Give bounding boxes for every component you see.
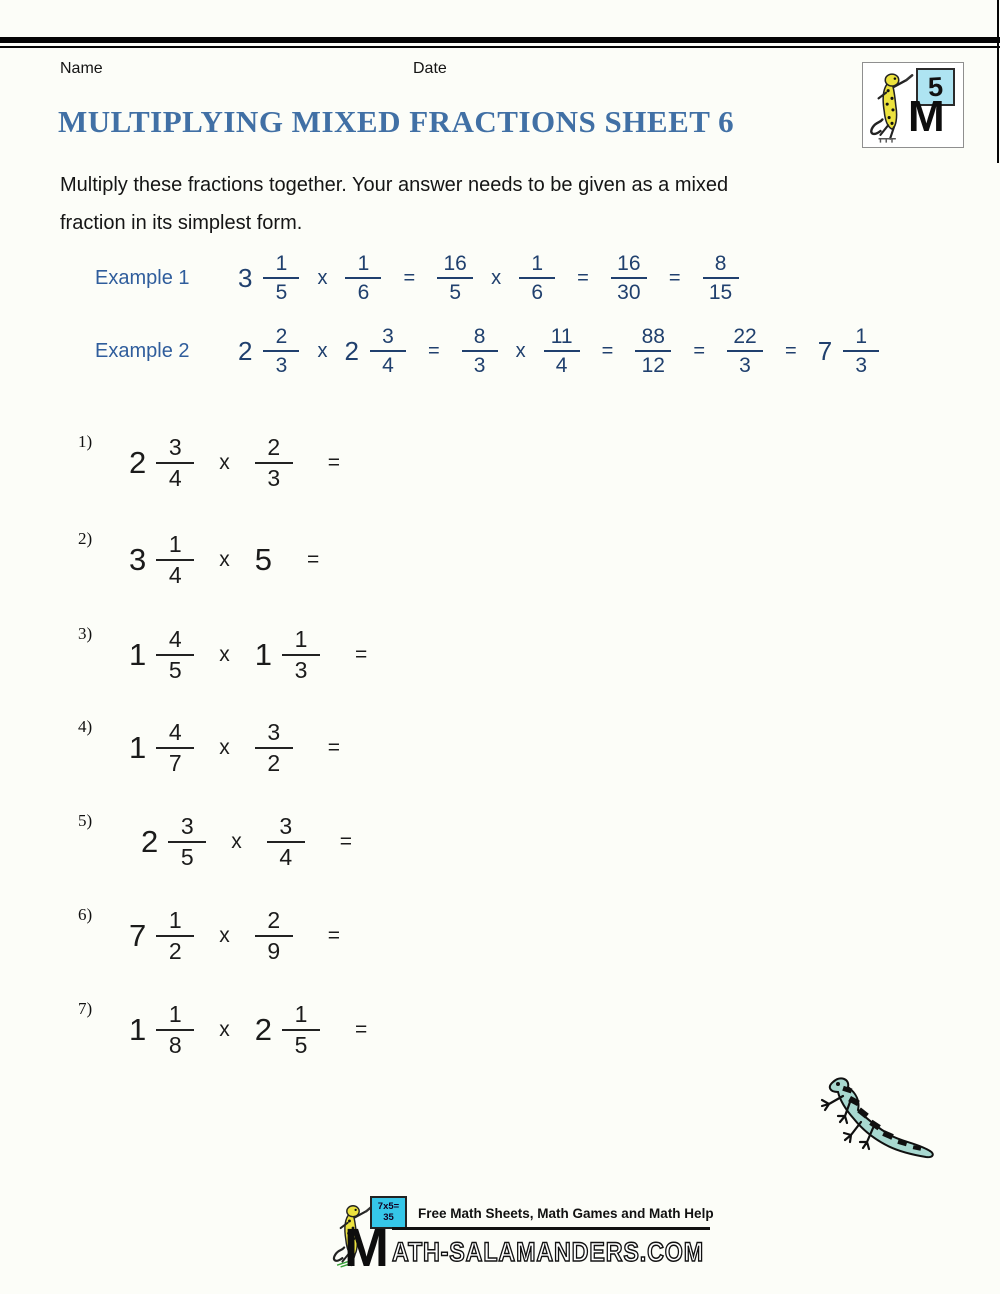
problem-4-equation [124, 720, 340, 777]
problem-4-number: 4) [78, 717, 93, 736]
multiply-sign: x [219, 643, 230, 666]
logo-m-icon: M [908, 92, 943, 141]
fraction-denominator: 4 [382, 354, 394, 377]
whole-number: 2 [344, 335, 359, 366]
fraction-bar [519, 277, 555, 279]
fraction-bar [611, 277, 647, 279]
fraction-numerator: 3 [180, 812, 194, 839]
fraction-bar [345, 277, 381, 279]
fraction [156, 1002, 194, 1059]
fraction-denominator: 15 [708, 281, 733, 304]
fraction-bar [156, 747, 194, 749]
fraction-denominator: 5 [168, 657, 182, 683]
site-wordmark [344, 1216, 724, 1274]
problem-1-number: 1) [78, 432, 93, 451]
problem-row-6 [78, 903, 340, 969]
fraction-numerator: 3 [279, 812, 293, 839]
fraction [519, 252, 555, 304]
fraction-numerator: 16 [617, 251, 641, 275]
multiply-sign: x [219, 924, 230, 947]
fraction [345, 252, 381, 304]
fraction-bar [255, 462, 293, 464]
whole-number: 5 [254, 542, 272, 577]
date-field-label: Date [413, 60, 447, 77]
fraction-denominator: 3 [275, 354, 288, 377]
equals-sign: = [693, 339, 705, 362]
fraction-denominator: 5 [275, 281, 288, 304]
fraction-numerator: 3 [382, 324, 394, 348]
problem-5-equation [136, 814, 352, 871]
problem-7-equation [124, 1002, 367, 1059]
fraction-bar [635, 350, 671, 352]
problem-row-7 [78, 997, 367, 1063]
footer-tagline: Free Math Sheets, Math Games and Math Help [418, 1206, 714, 1221]
fraction-denominator: 5 [180, 844, 194, 870]
equals-sign: = [668, 266, 681, 289]
fraction [611, 252, 647, 304]
fraction [727, 325, 763, 377]
fraction-numerator: 1 [168, 1000, 182, 1027]
fraction [267, 814, 305, 871]
fraction-numerator: 88 [641, 324, 665, 348]
fraction-denominator: 4 [555, 354, 568, 377]
fraction-denominator: 2 [267, 750, 281, 776]
whole-number: 3 [129, 542, 147, 577]
fraction-bar [462, 350, 498, 352]
fraction [156, 532, 194, 589]
whole-number: 1 [129, 1012, 147, 1047]
equals-sign: = [577, 266, 589, 289]
fraction-bar [255, 935, 293, 937]
fraction-numerator: 16 [443, 251, 467, 275]
fraction-bar [156, 935, 194, 937]
multiply-sign: x [317, 339, 328, 362]
multiply-sign: x [515, 339, 526, 362]
fraction-numerator: 1 [294, 1000, 308, 1027]
fraction-denominator: 4 [168, 562, 182, 588]
fraction-bar [370, 350, 406, 352]
equals-sign: = [355, 643, 368, 666]
fraction-numerator: 4 [168, 718, 182, 745]
fraction [255, 720, 293, 777]
fraction [843, 325, 879, 377]
fraction-bar [156, 462, 194, 464]
example-1-label: Example 1 [95, 266, 190, 289]
fraction-bar [843, 350, 879, 352]
fraction-denominator: 3 [739, 354, 751, 377]
fraction [703, 252, 739, 304]
example-1-equation [233, 252, 745, 304]
fraction-numerator: 2 [267, 906, 281, 933]
whole-number: 2 [141, 824, 159, 859]
fraction [462, 325, 498, 377]
top-border-thick-line [0, 37, 1000, 43]
fraction-numerator: 8 [473, 324, 486, 348]
fraction-bar [267, 841, 305, 843]
example-row-2 [95, 318, 885, 384]
fraction-denominator: 7 [168, 750, 182, 776]
fraction-bar [156, 654, 194, 656]
fraction-denominator: 2 [168, 938, 182, 964]
whole-number: 3 [238, 262, 253, 293]
fraction-bar [263, 277, 299, 279]
instructions-text [60, 166, 920, 242]
fraction-numerator: 1 [357, 251, 370, 275]
multiply-sign: x [491, 266, 502, 289]
fraction-numerator: 3 [168, 433, 182, 460]
multiply-sign: x [317, 266, 328, 289]
equals-sign: = [355, 1018, 368, 1041]
problem-row-1 [78, 430, 340, 496]
fraction [544, 325, 580, 377]
fraction-bar [156, 1029, 194, 1031]
equals-sign: = [601, 339, 614, 362]
fraction-bar [255, 747, 293, 749]
fraction [168, 814, 206, 871]
fraction-bar [727, 350, 763, 352]
fraction-denominator: 3 [473, 354, 486, 377]
fraction [156, 627, 194, 684]
chalkboard-line-2: 35 [383, 1211, 394, 1223]
equals-sign: = [427, 339, 440, 362]
name-field-label: Name [60, 60, 103, 77]
whole-number: 2 [238, 335, 253, 366]
fraction-numerator: 1 [168, 530, 182, 557]
problem-7-number: 7) [78, 999, 93, 1018]
problem-3-equation [124, 627, 367, 684]
fraction-denominator: 4 [168, 465, 182, 491]
fraction-denominator: 12 [641, 354, 665, 377]
grade-badge-logo [862, 62, 964, 148]
right-border-line [997, 0, 999, 163]
example-2-equation [233, 325, 885, 377]
fraction-bar [168, 841, 206, 843]
multiply-sign: x [219, 1018, 230, 1041]
instructions-line-1: Multiply these fractions together. Your answer needs to be given as a mixed [60, 174, 729, 196]
fraction-bar [703, 277, 739, 279]
fraction-bar [263, 350, 299, 352]
example-2-label: Example 2 [95, 339, 190, 362]
equals-sign: = [403, 266, 416, 289]
fraction [156, 908, 194, 965]
problem-2-number: 2) [78, 529, 93, 548]
fraction-bar [544, 350, 580, 352]
fraction-numerator: 11 [550, 324, 573, 348]
equals-sign: = [339, 830, 353, 853]
fraction [156, 435, 194, 492]
top-border-thin-line [0, 46, 1000, 49]
problem-1-equation [124, 435, 340, 492]
grade-number: 5 [927, 71, 944, 102]
fraction-numerator: 1 [531, 251, 543, 275]
problem-row-2 [78, 527, 319, 593]
fraction [263, 252, 299, 304]
fraction-bar [437, 277, 473, 279]
wordmark-rest: ATH-SALAMANDERS.COM [392, 1237, 704, 1267]
multiply-sign: x [219, 451, 230, 474]
fraction-denominator: 3 [855, 354, 867, 377]
problem-3-number: 3) [78, 624, 93, 643]
fraction [282, 627, 320, 684]
fraction-bar [282, 1029, 320, 1031]
whole-number: 1 [129, 730, 147, 765]
fraction-numerator: 8 [714, 251, 727, 275]
multiply-sign: x [219, 736, 230, 759]
problem-row-3 [78, 622, 367, 688]
fraction-denominator: 8 [168, 1032, 182, 1058]
fraction-denominator: 5 [294, 1032, 308, 1058]
fraction-numerator: 4 [168, 625, 182, 652]
whole-number: 1 [129, 637, 147, 672]
whole-number: 7 [129, 918, 147, 953]
multiply-sign: x [231, 830, 242, 853]
fraction [263, 325, 299, 377]
whole-number: 7 [817, 335, 833, 366]
wordmark-initial-m: M [344, 1218, 387, 1274]
fraction-numerator: 1 [168, 906, 182, 933]
fraction [370, 325, 406, 377]
fraction-denominator: 5 [449, 281, 461, 304]
fraction-numerator: 1 [275, 251, 288, 275]
fraction-numerator: 2 [267, 433, 281, 460]
fraction-denominator: 9 [267, 938, 281, 964]
whole-number: 2 [129, 445, 147, 480]
fraction-numerator: 1 [294, 625, 308, 652]
problem-row-4 [78, 715, 340, 781]
problem-6-equation [124, 908, 340, 965]
multiply-sign: x [219, 548, 230, 571]
fraction [282, 1002, 320, 1059]
fraction-denominator: 3 [267, 465, 281, 491]
instructions-line-2: fraction in its simplest form. [60, 212, 303, 234]
equals-sign: = [327, 736, 341, 759]
equals-sign: = [307, 548, 320, 571]
problem-row-5 [78, 809, 353, 875]
problem-5-number: 5) [78, 811, 93, 830]
page-title: MULTIPLYING MIXED FRACTIONS SHEET 6 [58, 104, 735, 139]
fraction-numerator: 3 [267, 718, 281, 745]
equals-sign: = [785, 339, 797, 362]
fraction [156, 720, 194, 777]
fraction [255, 435, 293, 492]
equals-sign: = [327, 924, 341, 947]
salamander-illustration [803, 1072, 943, 1172]
fraction-denominator: 3 [294, 657, 308, 683]
fraction-numerator: 22 [733, 324, 757, 348]
whole-number: 2 [254, 1012, 272, 1047]
fraction-numerator: 1 [855, 324, 867, 348]
example-row-1 [95, 245, 745, 311]
fraction-denominator: 4 [279, 844, 293, 870]
fraction-bar [282, 654, 320, 656]
fraction [437, 252, 473, 304]
fraction-denominator: 6 [357, 281, 370, 304]
site-footer [330, 1196, 740, 1292]
fraction-denominator: 30 [617, 281, 641, 304]
problem-2-equation [124, 532, 319, 589]
chalkboard-line-1: 7x5= [377, 1200, 400, 1212]
problem-6-number: 6) [78, 905, 93, 924]
whole-number: 1 [254, 637, 272, 672]
fraction [255, 908, 293, 965]
fraction-bar [156, 559, 194, 561]
fraction-numerator: 2 [275, 324, 288, 348]
equals-sign: = [327, 451, 341, 474]
fraction-denominator: 6 [531, 281, 543, 304]
fraction [635, 325, 671, 377]
